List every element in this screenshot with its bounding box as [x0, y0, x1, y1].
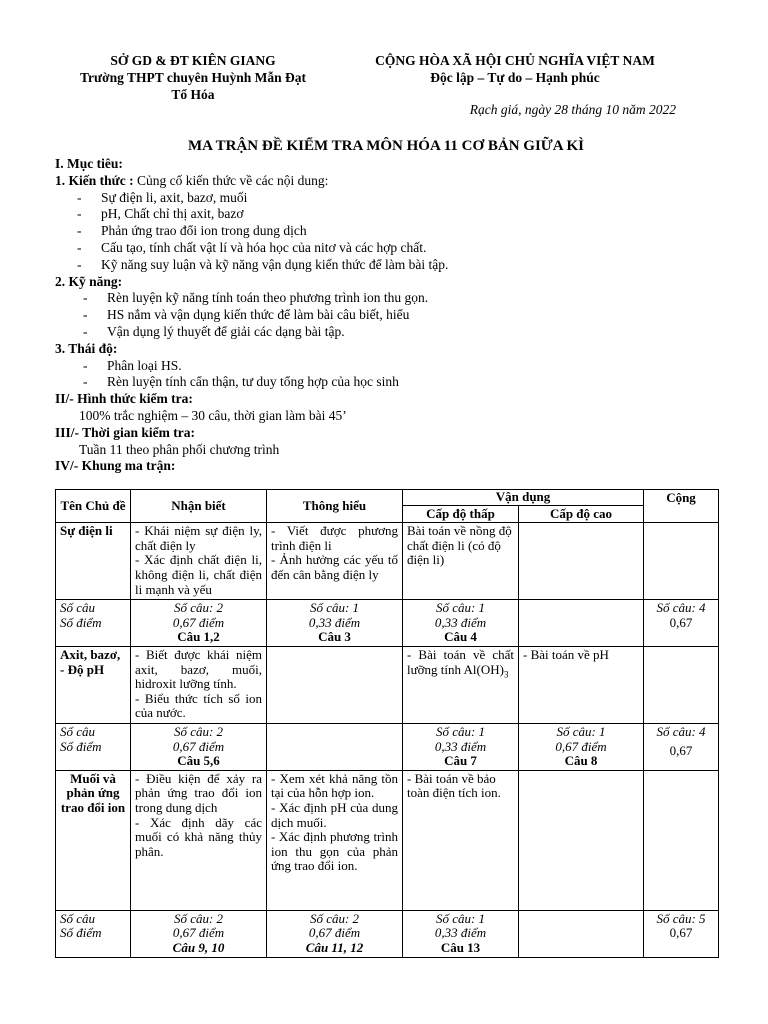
section-3-text: Tuần 11 theo phân phối chương trình: [79, 441, 280, 457]
list-item: - Rèn luyện kỹ năng tính toán theo phương trình ion thu gọn.: [83, 290, 429, 306]
count-label-cell: Số câu Số điểm: [56, 910, 131, 957]
table-row: [56, 723, 719, 770]
table-row: [56, 770, 719, 910]
know-cell: - Khái niệm sự điện ly, chất điện ly - Xác định chất điện li, không điện li, chất điện li mạnh và yếu: [131, 523, 267, 600]
department-name: SỞ GD & ĐT KIÊN GIANG: [110, 53, 276, 68]
understand-count-cell: Số câu: 1 0,33 điểm Câu 3: [267, 600, 403, 647]
know-cell: - Điều kiện để xảy ra phản ứng trao đổi ion trong dung dịch - Xác định dãy các muối có khả năng thủy phân.: [131, 770, 267, 910]
topic-cell: Axit, bazơ, - Độ pH: [56, 646, 131, 723]
low-count-cell: Số câu: 1 0,33 điểm Câu 7: [403, 723, 519, 770]
low-cell: - Bài toán về bảo toàn điện tích ion.: [403, 770, 519, 910]
low-count-cell: Số câu: 1 0,33 điểm Câu 13: [403, 910, 519, 957]
header-topic: Tên Chủ đề: [56, 490, 131, 523]
document-body: [55, 156, 715, 475]
section-2-heading: II/- Hình thức kiểm tra:: [55, 391, 193, 407]
section-1-1-label: 1. Kiến thức :: [55, 172, 134, 188]
section-1-3-label: 3. Thái độ:: [55, 340, 118, 356]
header-low: Cấp độ thấp: [403, 505, 519, 523]
low-cell: Bài toán về nồng độ chất điện li (có độ điện li): [403, 523, 519, 600]
section-1-heading: I. Mục tiêu:: [55, 156, 123, 171]
header-total: Cộng: [644, 490, 719, 523]
list-item: - Sự điện li, axit, bazơ, muối: [77, 189, 248, 205]
know-cell: - Biết được khái niệm axit, bazơ, muối, hidroxit lưỡng tính. - Biểu thức tích số ion của nước.: [131, 646, 267, 723]
section-1-1-text: Củng cố kiến thức về các nội dung:: [133, 172, 329, 188]
total-cell: [644, 646, 719, 723]
understand-cell: - Xem xét khả năng tồn tại của hỗn hợp ion. - Xác định pH của dung dịch muối. - Xác định phương trình ion thu gọn của phản ứng trao đổi ion.: [267, 770, 403, 910]
header-high: Cấp độ cao: [519, 505, 644, 523]
understand-count-cell: Số câu: 2 0,67 điểm Câu 11, 12: [267, 910, 403, 957]
list-item: - pH, Chất chỉ thị axit, bazơ: [77, 206, 244, 222]
topic-cell: Muối và phản ứng trao đổi ion: [56, 770, 131, 910]
high-cell: [519, 523, 644, 600]
understand-cell: - Viết được phương trình điện li - Ảnh hưởng các yếu tố đến cân bằng điện ly: [267, 523, 403, 600]
list-item: - Phản ứng trao đổi ion trong dung dịch: [77, 223, 307, 239]
total-count-cell: Số câu: 4 0,67: [644, 723, 719, 770]
republic-name: CỘNG HÒA XÃ HỘI CHỦ NGHĨA VIỆT NAM: [375, 53, 655, 68]
high-count-cell: [519, 910, 644, 957]
count-label-cell: Số câu Số điểm: [56, 600, 131, 647]
section-3-heading: III/- Thời gian kiểm tra:: [55, 424, 195, 440]
table-row: [56, 646, 719, 723]
count-label-cell: Số câu Số điểm: [56, 723, 131, 770]
total-cell: [644, 770, 719, 910]
table-row: [56, 600, 719, 647]
list-item: - Rèn luyện tính cẩn thận, tư duy tổng hợp của học sinh: [83, 374, 399, 390]
understand-cell: [267, 646, 403, 723]
section-1-2-label: 2. Kỹ năng:: [55, 273, 123, 289]
section-4-heading: IV/- Khung ma trận:: [55, 458, 176, 474]
header-know: Nhận biết: [131, 490, 267, 523]
high-count-cell: [519, 600, 644, 647]
total-count-cell: Số câu: 4 0,67: [644, 600, 719, 647]
table-header-row: [56, 490, 719, 506]
high-count-cell: Số câu: 1 0,67 điểm Câu 8: [519, 723, 644, 770]
list-item: - Kỹ năng suy luận và kỹ năng vận dụng kiến thức để làm bài tập.: [77, 256, 449, 272]
header-left: [58, 52, 328, 103]
low-cell: - Bài toán về chất lưỡng tính $Al(OH)_3$: [403, 646, 519, 723]
section-1-1: [55, 173, 715, 190]
motto: Độc lập – Tự do – Hạnh phúc: [430, 70, 600, 85]
understand-count-cell: [267, 723, 403, 770]
list-item: - Phân loại HS.: [83, 357, 182, 373]
school-name: Trường THPT chuyên Huỳnh Mẫn Đạt: [80, 70, 306, 85]
know-count-cell: Số câu: 2 0,67 điểm Câu 9, 10: [131, 910, 267, 957]
section-2-text: 100% trắc nghiệm – 30 câu, thời gian làm bài 45’: [79, 407, 347, 423]
table-row: [56, 523, 719, 600]
low-count-cell: Số câu: 1 0,33 điểm Câu 4: [403, 600, 519, 647]
table-row: [56, 910, 719, 957]
total-count-cell: Số câu: 5 0,67: [644, 910, 719, 957]
total-cell: [644, 523, 719, 600]
document-date: Rạch giá, ngày 28 tháng 10 năm 2022: [469, 102, 676, 117]
header-understand: Thông hiểu: [267, 490, 403, 523]
header-apply: Vận dụng: [403, 490, 644, 506]
high-cell: [519, 770, 644, 910]
matrix-table: [55, 489, 719, 958]
list-item: - HS nắm và vận dụng kiến thức để làm bài câu biết, hiểu: [83, 307, 410, 323]
list-item: - Cấu tạo, tính chất vật lí và hóa học của nitơ và các hợp chất.: [77, 239, 427, 255]
high-cell: - Bài toán về pH: [519, 646, 644, 723]
document-title: MA TRẬN ĐỀ KIỂM TRA MÔN HÓA 11 CƠ BẢN GIỮA KÌ: [187, 138, 584, 154]
know-count-cell: Số câu: 2 0,67 điểm Câu 5,6: [131, 723, 267, 770]
list-item: - Vận dụng lý thuyết để giải các dạng bài tập.: [83, 323, 345, 339]
header-right: [345, 52, 685, 86]
group-name: Tổ Hóa: [171, 87, 215, 102]
know-count-cell: Số câu: 2 0,67 điểm Câu 1,2: [131, 600, 267, 647]
topic-cell: Sự điện li: [56, 523, 131, 600]
